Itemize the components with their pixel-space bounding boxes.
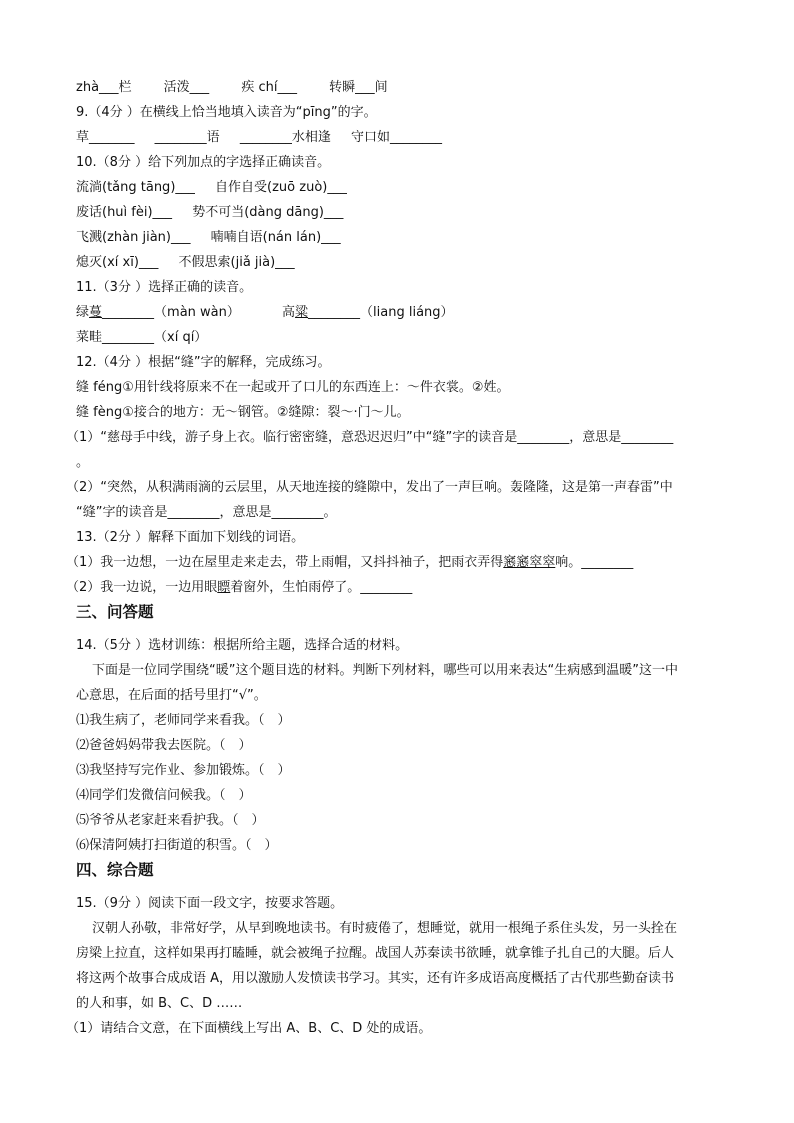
item-zhuanshun: 转瞬___间 (329, 80, 388, 95)
q9-title: 9.（4分 ）在横线上恰当地填入读音为“pīng”的字。 (76, 105, 377, 120)
q15-para-3: 将这两个故事合成成语 A，用以激励人发愤读书学习。其实，还有许多成语高度概括了古代那些勤奋读书 (76, 971, 675, 986)
q10-item: 熄灭(xí xī)___ (76, 255, 159, 270)
q14-option-2: ⑵爸爸妈妈带我去医院。（ ） (76, 738, 252, 753)
q10-row-3 (76, 228, 341, 248)
q14-option-4: ⑷同学们发微信问候我。（ ） (76, 788, 252, 803)
q11-item-c: 菜畦________（xí qí） (76, 330, 208, 345)
q12-sub-1: （1）“慈母手中线，游子身上衣。临行密密缝，意恐迟迟归”中“缝”字的读音是________，意思是________ (66, 430, 674, 445)
q10-item: 流淌(tǎng tāng)___ (76, 180, 195, 195)
q10-row-2 (76, 203, 343, 223)
q11-a-underlined: 蔓 (89, 305, 103, 320)
q12-title: 12.（4分 ）根据“缝”字的解释，完成练习。 (76, 355, 331, 370)
section-3-heading: 三、问答题 (76, 603, 154, 621)
q14-option-6: ⑹保清阿姨打扫街道的积雪。（ ） (76, 838, 278, 853)
q10-item: 不假思索(jiǎ jià)___ (178, 255, 295, 270)
q13-sub-1 (66, 553, 633, 573)
q12-sub-2: （2）“突然，从积满雨滴的云层里，从天地连接的缝隙中，发出了一声巨响。轰隆隆，这是第一声春雷”中 (66, 480, 673, 495)
q10-item: 废话(huì fèi)___ (76, 205, 173, 220)
q10-item: 自作自受(zuō zuò)___ (215, 180, 347, 195)
q13-s1-post: 响。________ (555, 555, 634, 570)
q14-para-2: 心意思，在后面的括号里打“√”。 (76, 688, 267, 703)
q11-b-post: ________（liang liáng） (308, 305, 454, 320)
q11-item-a (76, 305, 240, 320)
q11-a-pre: 绿 (76, 305, 90, 320)
q13-s1-underlined: 窸窸窣窣 (503, 555, 556, 570)
section-4-heading: 四、综合题 (76, 861, 154, 879)
pinyin-fill-line (76, 78, 388, 98)
q12-sub-2-cont: “缝”字的读音是________，意思是________。 (76, 505, 337, 520)
q10-row-4 (76, 253, 295, 273)
q15-sub-1: （1）请结合文意，在下面横线上写出 A、B、C、D 处的成语。 (66, 1021, 432, 1036)
item-jichi: 疾 chí___ (241, 80, 297, 95)
q13-title: 13.（2分 ）解释下面加下划线的词语。 (76, 530, 305, 545)
q10-item: 势不可当(dàng dāng)___ (192, 205, 344, 220)
item-huopo: 活泼___ (163, 80, 210, 95)
q9-blanks (76, 128, 442, 148)
q12-sub-1-end: 。 (76, 455, 90, 470)
q15-para-4: 的人和事，如 B、C、D …… (76, 996, 243, 1011)
q10-item: 喃喃自语(nán lán)___ (210, 230, 341, 245)
q9-blank-b: ________语 (154, 130, 220, 145)
q10-title: 10.（8分 ）给下列加点的字选择正确读音。 (76, 155, 331, 170)
item-zha: zhà___栏 (76, 80, 132, 95)
q15-para-2: 房梁上拉直，这样如果再打瞌睡，就会被绳子拉醒。战国人苏秦读书欲睡，就拿锥子扎自己的大腿。后人 (76, 946, 675, 961)
q9-blank-d: 守口如________ (350, 130, 442, 145)
q14-option-5: ⑸爷爷从老家赶来看护我。（ ） (76, 813, 265, 828)
q14-option-3: ⑶我坚持写完作业、参加锻炼。（ ） (76, 763, 291, 778)
q10-item: 飞溅(zhàn jiàn)___ (76, 230, 191, 245)
q13-s1-pre: （1）我一边想，一边在屋里走来走去，带上雨帽，又抖抖袖子，把雨衣弄得 (66, 555, 504, 570)
q13-s2-post: 着窗外，生怕雨停了。________ (230, 580, 413, 595)
q13-sub-2 (66, 578, 412, 598)
q10-row-1 (76, 178, 347, 198)
q11-row-1 (76, 303, 454, 323)
q14-para-1: 下面是一位同学围绕“暖”这个题目选的材料。判断下列材料，哪些可以用来表达“生病感到温暖”这一中 (92, 663, 678, 678)
q15-title: 15.（9分 ）阅读下面一段文字，按要求答题。 (76, 896, 344, 911)
q12-def-feng4: 缝 fèng①接合的地方：无～钢管。②缝隙：裂～·门～儿。 (76, 405, 410, 420)
q9-blank-c: ________水相逢 (239, 130, 331, 145)
q9-blank-a: 草_______ (76, 130, 135, 145)
q11-item-b (282, 305, 454, 320)
q11-b-underlined: 粱 (295, 305, 309, 320)
q14-option-1: ⑴我生病了，老师同学来看我。（ ） (76, 713, 291, 728)
q13-s2-pre: （2）我一边说，一边用眼 (66, 580, 218, 595)
q13-s2-underlined: 瞟 (217, 580, 231, 595)
q11-a-post: ________（màn wàn） (102, 305, 240, 320)
q14-title: 14.（5分 ）选材训练：根据所给主题，选择合适的材料。 (76, 638, 409, 653)
q12-def-feng2: 缝 féng①用针线将原来不在一起或开了口儿的东西连上：～件衣裳。②姓。 (76, 380, 510, 395)
q11-b-pre: 高 (282, 305, 296, 320)
q11-title: 11.（3分 ）选择正确的读音。 (76, 280, 253, 295)
q15-para-1: 汉朝人孙敬，非常好学，从早到晚地读书。有时疲倦了，想睡觉，就用一根绳子系住头发，另一头拴在 (92, 921, 678, 936)
